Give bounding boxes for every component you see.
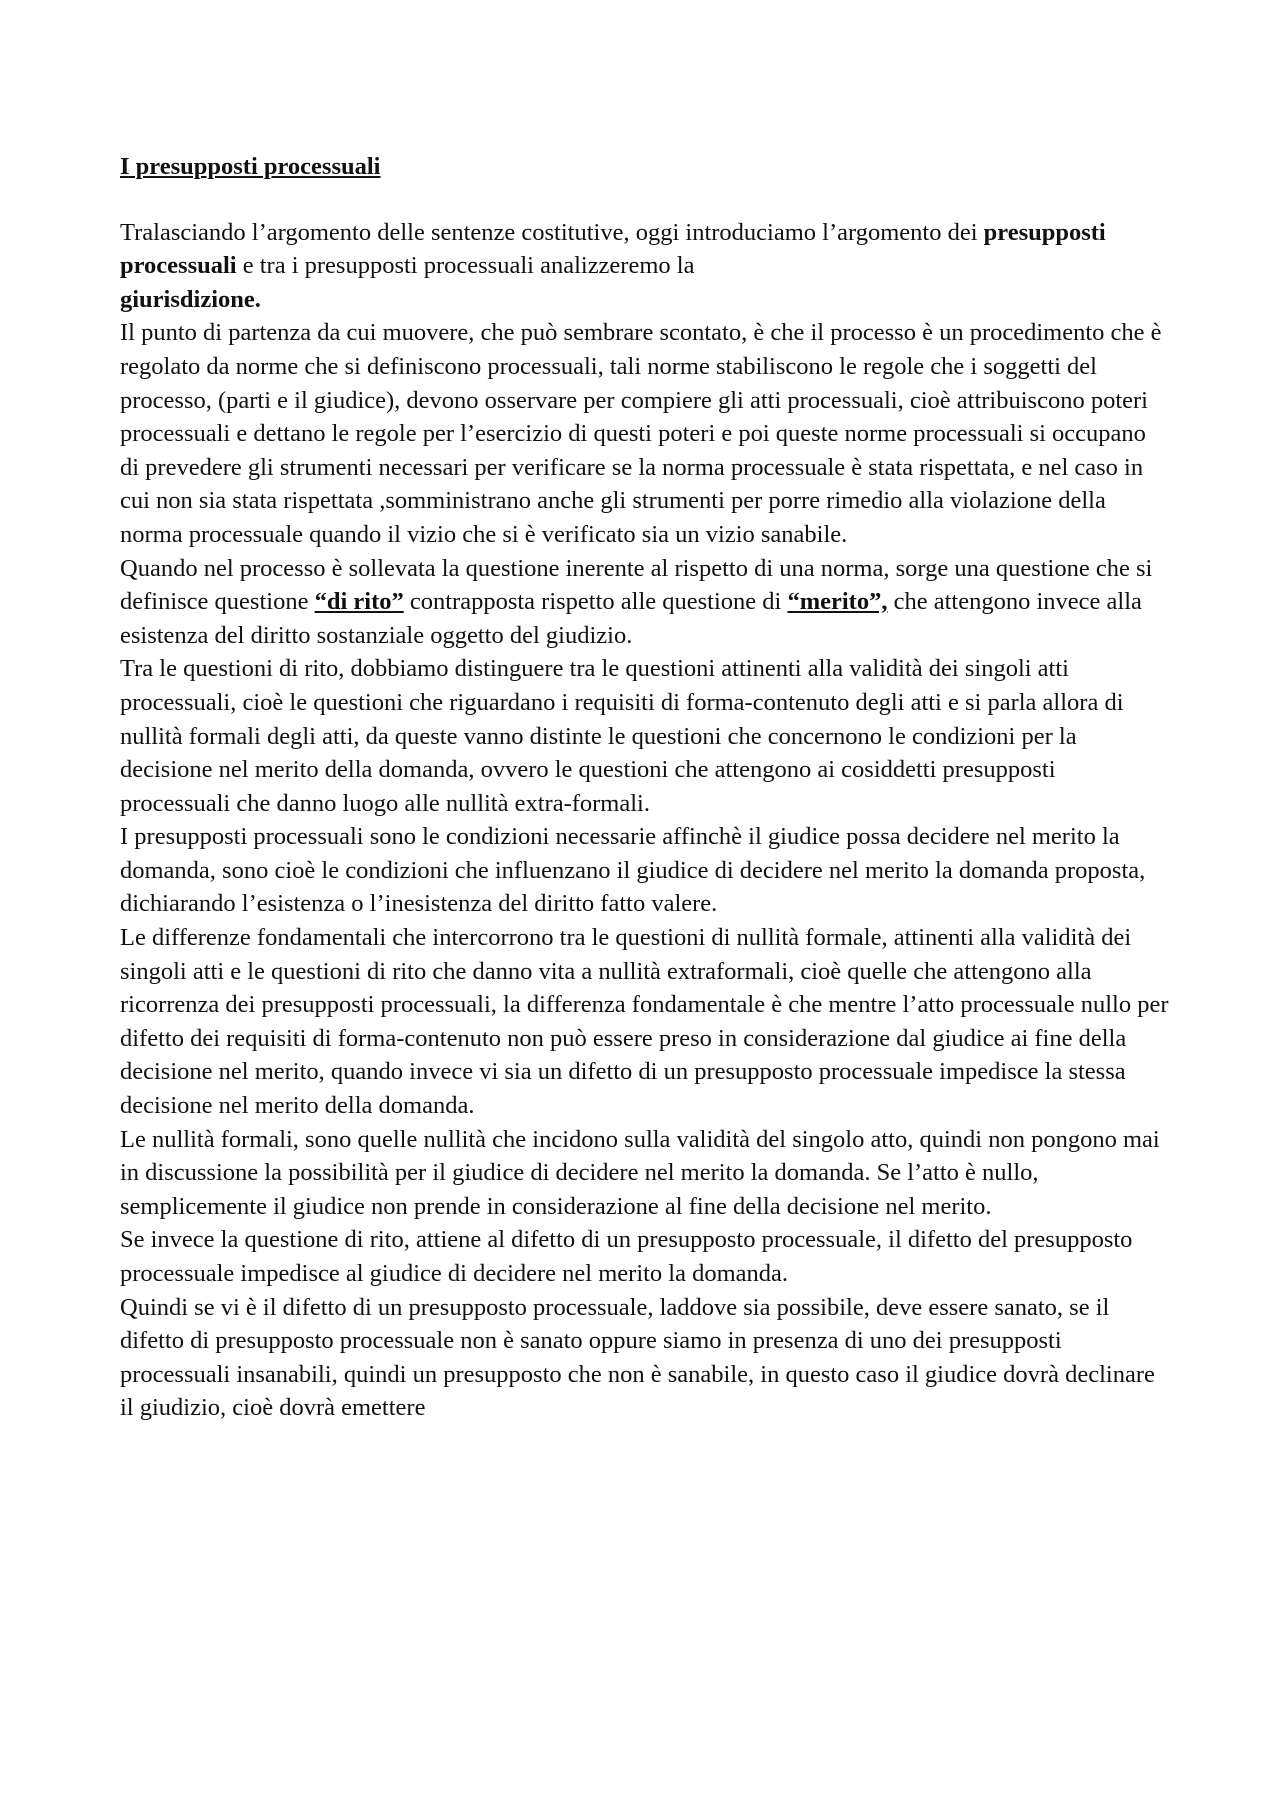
paragraph-rito-merito <box>120 552 1170 653</box>
text-segment: contrapposta rispetto alle questione di <box>403 588 788 616</box>
paragraph-questioni-di-rito <box>120 652 1170 820</box>
paragraph-conclusione <box>120 1291 1170 1425</box>
text-segment: Tralasciando l’argomento delle sentenze costitutive, oggi introduciamo l’argomento dei <box>120 218 984 246</box>
text-segment: Il punto di partenza da cui muovere, che può sembrare scontato, è che il processo è un procedimento che è regolato da norme che si definiscono processuali, tali norme stabiliscono le regole che i soggetti del processo, (parti e il giudice), devono osservare per compiere gli atti processuali, cioè attribuiscono poteri processuali e dettano le regole per l’esercizio di questi poteri e poi queste norme processuali si occupano di prevedere gli strumenti necessari per verificare se la norma processuale è stata rispettata, e nel caso in cui non sia stata rispettata ,somministrano anche gli strumenti per porre rimedio alla violazione della norma processuale quando il vizio che si è verificato sia un vizio sanabile. <box>120 319 1162 548</box>
bold-term-presupposti-processuali: presupposti processuali <box>120 218 1106 280</box>
paragraph-intro <box>120 216 1170 317</box>
text-segment: Tra le questioni di rito, dobbiamo distinguere tra le questioni attinenti alla validità dei singoli atti processuali, cioè le questioni che riguardano i requisiti di forma-contenuto degli atti e si parla allora di nullità formali degli atti, da queste vanno distinte le questioni che concernono le condizioni per la decisione nel merito della domanda, ovvero le questioni che attengono ai cosiddetti presupposti processuali che danno luogo alle nullità extra-formali. <box>120 655 1124 817</box>
text-segment: I presupposti processuali sono le condizioni necessarie affinchè il giudice possa decidere nel merito la domanda, sono cioè le condizioni che influenzano il giudice di decidere nel merito la domanda proposta, dichiarando l’esistenza o l’inesistenza del diritto fatto valere. <box>120 823 1146 918</box>
paragraph-list <box>120 216 1170 1425</box>
text-segment: che attengono invece alla esistenza del diritto sostanziale oggetto del giudizio. <box>120 588 1142 649</box>
document-title: I presupposti processuali <box>120 153 381 180</box>
bold-term-giurisdizione: giurisdizione. <box>120 285 261 313</box>
paragraph-nullita-formali <box>120 1123 1170 1224</box>
paragraph-punto-di-partenza <box>120 316 1170 551</box>
bold-term-merito: “merito”, <box>787 588 888 616</box>
paragraph-differenze-fondamentali <box>120 921 1170 1123</box>
document-body <box>120 150 1170 1425</box>
paragraph-difetto-presupposto <box>120 1223 1170 1290</box>
text-segment: Le nullità formali, sono quelle nullità che incidono sulla validità del singolo atto, quindi non pongono mai in discussione la possibilità per il giudice di decidere nel merito la domanda. Se l’atto è nullo, semplicemente il giudice non prende in considerazione al fine della decisione nel merito. <box>120 1125 1160 1220</box>
text-segment: Le differenze fondamentali che intercorrono tra le questioni di nullità formale, attinenti alla validità dei singoli atti e le questioni di rito che danno vita a nullità extraformali, cioè quelle che attengono alla ricorrenza dei presupposti processuali, la differenza fondamentale è che mentre l’atto processuale nullo per difetto dei requisiti di forma-contenuto non può essere preso in considerazione dal giudice ai fine della decisione nel merito, quando invece vi sia un difetto di un presupposto processuale impedisce la stessa decisione nel merito della domanda. <box>120 924 1169 1120</box>
text-segment: Quindi se vi è il difetto di un presupposto processuale, laddove sia possibile, deve essere sanato, se il difetto di presupposto processuale non è sanato oppure siamo in presenza di uno dei presupposti processuali insanabili, quindi un presupposto che non è sanabile, in questo caso il giudice dovrà declinare il giudizio, cioè dovrà emettere <box>120 1293 1155 1422</box>
text-segment: Se invece la questione di rito, attiene al difetto di un presupposto processuale, il difetto del presupposto processuale impedisce al giudice di decidere nel merito la domanda. <box>120 1226 1133 1287</box>
paragraph-definizione-presupposti <box>120 820 1170 921</box>
bold-term-di-rito: “di rito” <box>314 588 404 616</box>
text-segment: e tra i presupposti processuali analizzeremo la <box>236 252 695 280</box>
text-segment: Quando nel processo è sollevata la questione inerente al rispetto di una norma, sorge una questione che si definisce questione <box>120 554 1153 616</box>
